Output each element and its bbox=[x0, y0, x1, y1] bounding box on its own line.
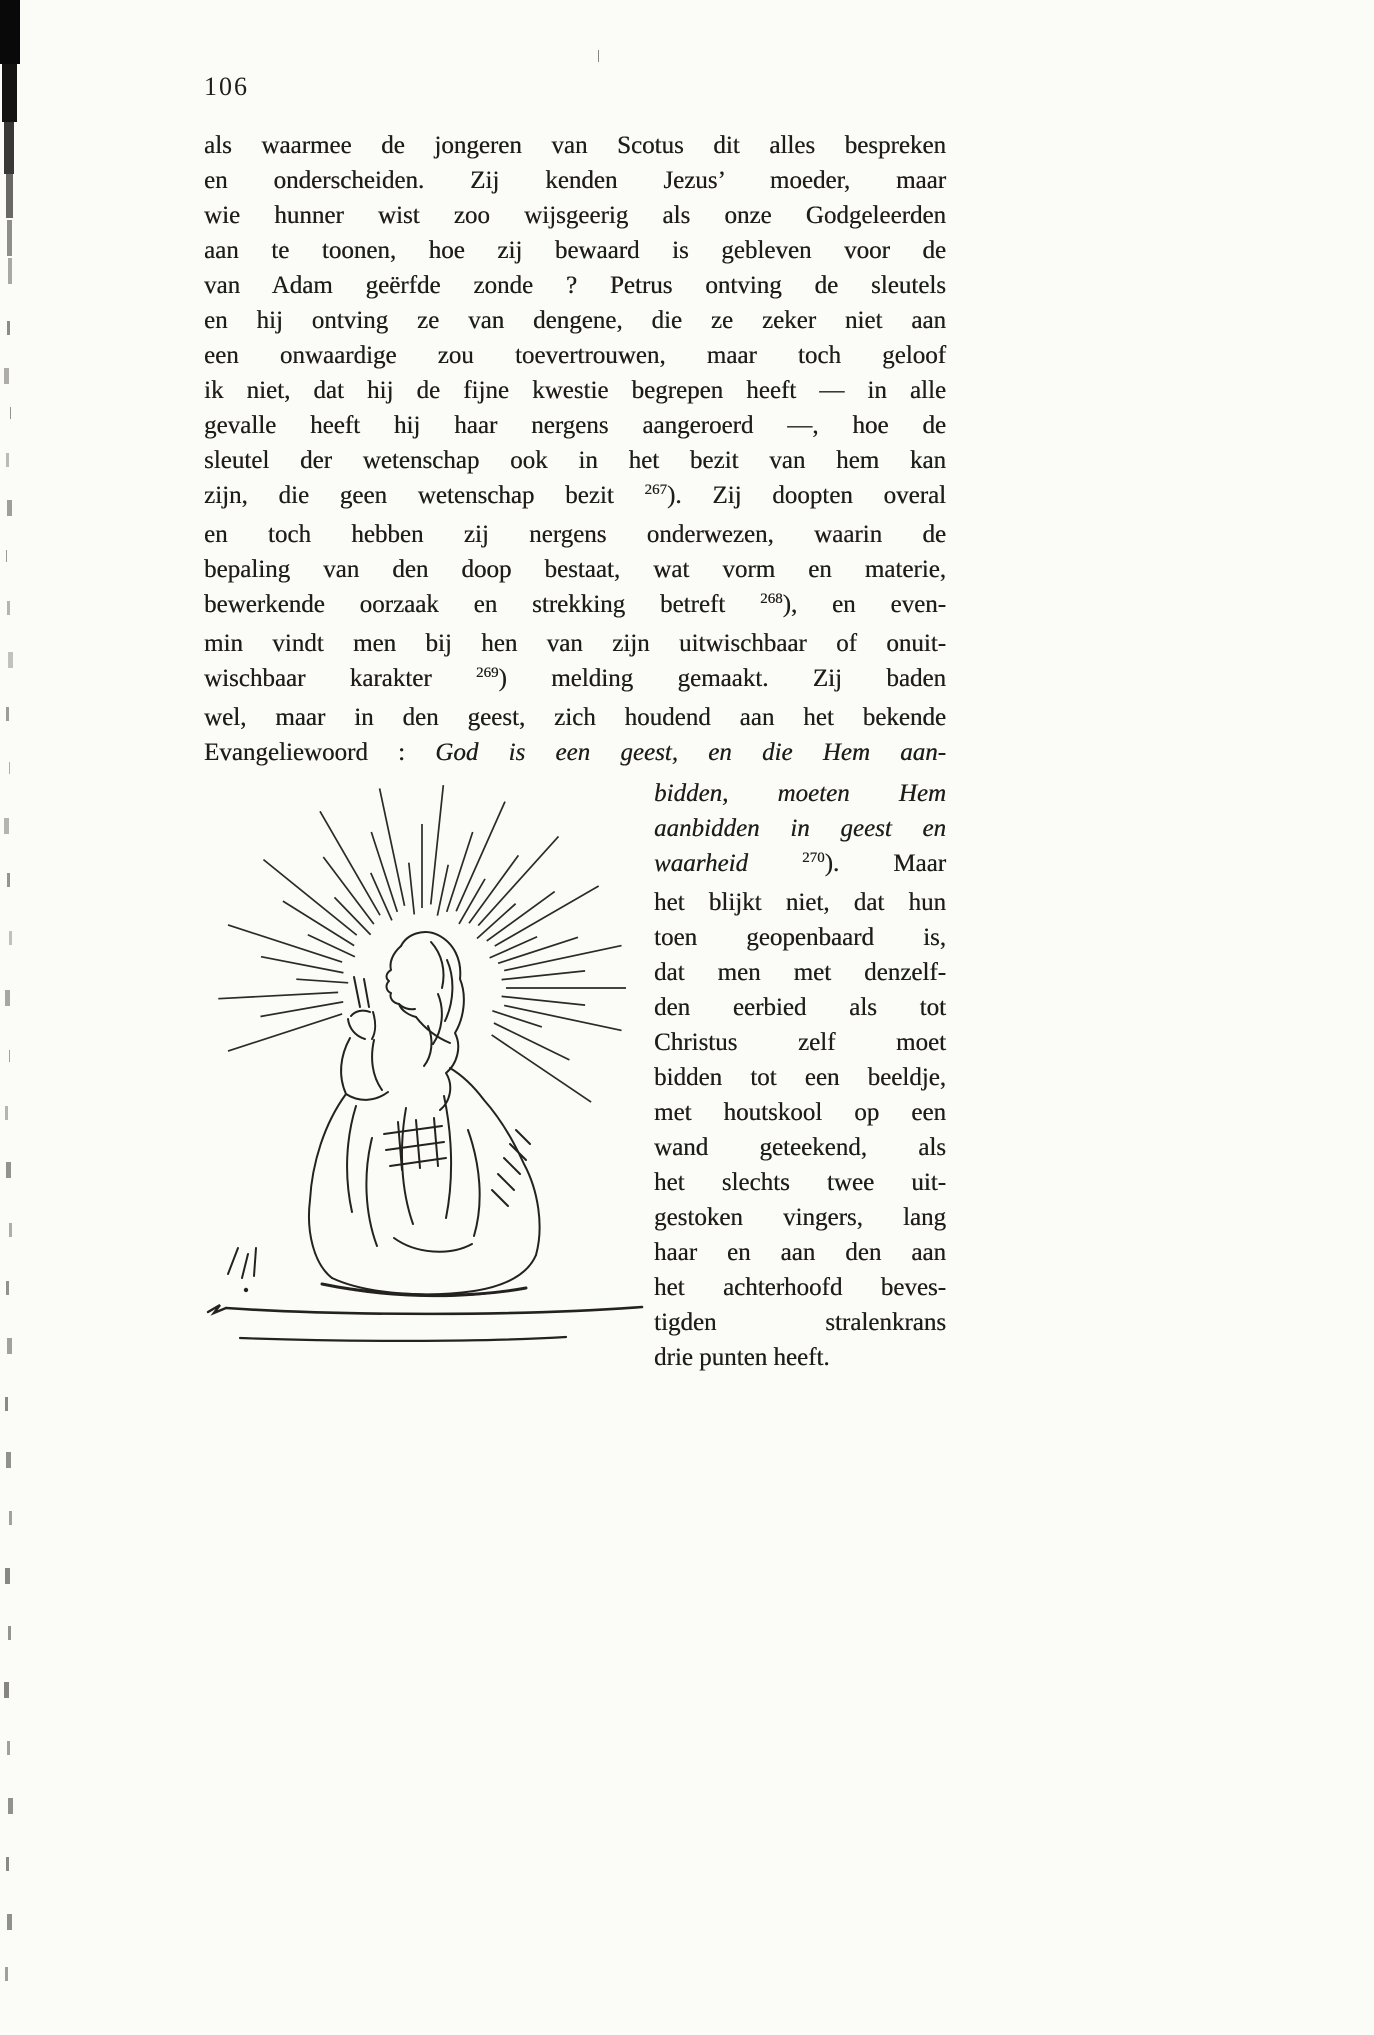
scan-edge-speckles bbox=[0, 0, 5, 16]
text-line bbox=[204, 735, 946, 770]
text-line: sleutel der wetenschap ook in het bezit van hem kan bbox=[204, 447, 946, 474]
text-line: het achterhoofd beves- bbox=[654, 1274, 946, 1301]
text-segment: ). Maar bbox=[824, 850, 947, 877]
main-paragraph bbox=[204, 128, 946, 1375]
text-line: een onwaardige zou toevertrouwen, maar toch geloof bbox=[204, 342, 946, 369]
text-line: drie punten heeft. bbox=[654, 1344, 830, 1371]
text-line bbox=[204, 478, 946, 517]
text-segment: bewerkende oorzaak en strekking betreft bbox=[204, 591, 726, 618]
christ-figure bbox=[228, 932, 540, 1294]
text-segment: ), en even- bbox=[782, 591, 946, 618]
footnote-ref-268: 268 bbox=[760, 591, 783, 607]
text-line: ik niet, dat hij de fijne kwestie begrepen heeft — in alle bbox=[204, 377, 946, 404]
text-line: van Adam geërfde zonde ? Petrus ontving de sleutels bbox=[204, 272, 946, 299]
text-line: het slechts twee uit- bbox=[654, 1169, 946, 1196]
text-line: en toch hebben zij nergens onderwezen, waarin de bbox=[204, 521, 946, 548]
scan-edge-bar bbox=[6, 174, 13, 218]
scan-edge-bar bbox=[4, 122, 14, 174]
text-line: toen geopenbaard is, bbox=[654, 924, 946, 951]
text-line: tigden stralenkrans bbox=[654, 1309, 946, 1336]
text-line: met houtskool op een bbox=[654, 1099, 946, 1126]
text-line: haar en aan den aan bbox=[654, 1239, 946, 1266]
footnote-ref-270: 270 bbox=[802, 850, 825, 866]
text-line bbox=[654, 846, 946, 885]
page-content bbox=[204, 72, 946, 1375]
text-line bbox=[204, 587, 946, 626]
text-line: het blijkt niet, dat hun bbox=[654, 889, 946, 916]
text-line: Christus zelf moet bbox=[654, 1029, 946, 1056]
text-line: en hij ontving ze van dengene, die ze zeker niet aan bbox=[204, 307, 946, 334]
wrapped-text-column bbox=[654, 776, 946, 1375]
footnote-ref-269: 269 bbox=[475, 665, 499, 681]
text-line: gevalle heeft hij haar nergens aangeroerd —, hoe de bbox=[204, 412, 946, 439]
scan-edge-bar bbox=[2, 64, 17, 122]
scan-edge-bar bbox=[8, 258, 12, 284]
text-line: wand geteekend, als bbox=[654, 1134, 946, 1161]
text-line: wel, maar in den geest, zich houdend aan het bekende bbox=[204, 704, 946, 731]
text-line: den eerbied als tot bbox=[654, 994, 946, 1021]
scripture-quote-segment: waarheid bbox=[654, 850, 748, 877]
halo-rays bbox=[218, 785, 626, 1102]
illustration-and-column bbox=[204, 776, 946, 1375]
text-line: min vindt men bij hen van zijn uitwischbaar of onuit- bbox=[204, 630, 946, 657]
page-number: 106 bbox=[204, 72, 249, 101]
text-line: gestoken vingers, lang bbox=[654, 1204, 946, 1231]
text-line: bepaling van den doop bestaat, wat vorm en materie, bbox=[204, 556, 946, 583]
text-line: aan te toonen, hoe zij bewaard is gebleven voor de bbox=[204, 237, 946, 264]
scripture-quote-line: bidden, moeten Hem bbox=[654, 780, 946, 807]
text-segment: wischbaar karakter bbox=[204, 665, 432, 692]
text-segment: ) melding gemaakt. Zij baden bbox=[498, 665, 947, 692]
text-line: wie hunner wist zoo wijsgeerig als onze Godgeleerden bbox=[204, 202, 946, 229]
text-line: dat men met denzelf- bbox=[654, 959, 946, 986]
ground-lines bbox=[208, 1284, 642, 1341]
scripture-quote-segment: God is een geest, en die Hem aan- bbox=[435, 739, 946, 766]
text-line bbox=[204, 661, 946, 700]
scripture-quote-line: aanbidden in geest en bbox=[654, 815, 946, 842]
text-line: en onderscheiden. Zij kenden Jezus’ moeder, maar bbox=[204, 167, 946, 194]
text-segment: zijn, die geen wetenschap bezit bbox=[204, 482, 614, 509]
text-segment: Evangeliewoord : bbox=[204, 739, 405, 766]
text-segment: ). Zij doopten overal bbox=[666, 482, 947, 509]
text-line: bidden tot een beeldje, bbox=[654, 1064, 946, 1091]
text-line: als waarmee de jongeren van Scotus dit alles bespreken bbox=[204, 132, 946, 159]
footnote-ref-267: 267 bbox=[644, 482, 667, 498]
woodcut-illustration bbox=[204, 776, 650, 1351]
scan-edge-bar bbox=[7, 220, 12, 256]
